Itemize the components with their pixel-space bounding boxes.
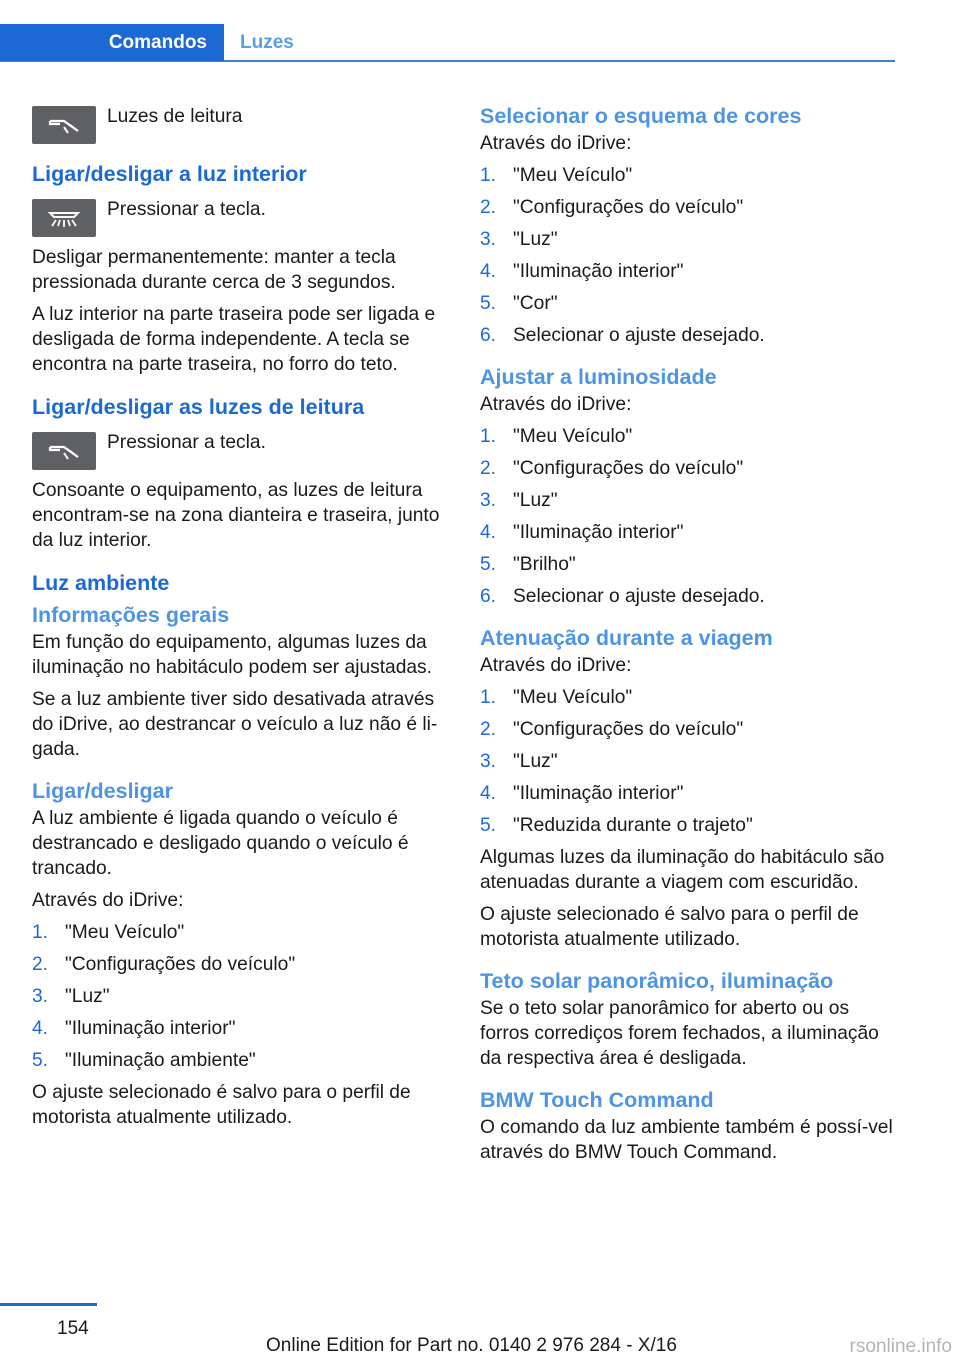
list-item: 4. "Iluminação interior" (480, 522, 684, 543)
paragraph-ambient-behavior: A luz ambiente é ligada quando o veículo é destrancado e desligado quando o veículo é trancado. (32, 808, 409, 879)
watermark-text: rsonline.info (849, 1336, 952, 1357)
page-header (0, 0, 895, 62)
list-item: 5. "Cor" (480, 293, 558, 314)
list-item: 1. "Meu Veículo" (32, 922, 185, 943)
reading-lights-instruction: Pressionar a tecla. (107, 432, 266, 453)
dimming-steps-list (480, 685, 898, 838)
interior-light-icon-row (32, 193, 450, 237)
left-column (32, 100, 450, 1137)
heading-reading-lights: Ligar/desligar as luzes de leitura (32, 395, 365, 419)
list-item: 1. "Meu Veículo" (480, 687, 633, 708)
paragraph-permanent-off: Desligar permanentemente: manter a tecla pressionada durante cerca de 3 segundos. (32, 247, 396, 293)
reading-light-button-icon (32, 106, 96, 144)
paragraph-touch-command: O comando da luz ambiente também é possí‐vel através do BMW Touch Command. (480, 1117, 893, 1163)
list-item: 6. Selecionar o ajuste desejado. (480, 325, 765, 346)
tab-luzes[interactable]: Luzes (240, 31, 294, 53)
list-item: 2. "Configurações do veículo" (480, 197, 744, 218)
list-item: 2. "Configurações do veículo" (32, 954, 296, 975)
paragraph-reading-location: Consoante o equipamento, as luzes de leitura encontram-se na zona dianteira e traseira, junto da luz interior. (32, 480, 440, 551)
paragraph-brightness-intro: Através do iDrive: (480, 394, 632, 415)
list-item: 5. "Brilho" (480, 554, 576, 575)
paragraph-via-idrive: Através do iDrive: (32, 890, 184, 911)
list-item: 2. "Configurações do veículo" (480, 719, 744, 740)
right-column (480, 100, 898, 1172)
heading-color-scheme: Selecionar o esquema de cores (480, 104, 802, 128)
interior-light-instruction: Pressionar a tecla. (107, 199, 266, 220)
heading-panoramic-roof: Teto solar panorâmico, iluminação (480, 969, 834, 993)
heading-dimming: Atenuação durante a viagem (480, 626, 773, 650)
edition-text: Online Edition for Part no. 0140 2 976 284 - X/16 (266, 1335, 677, 1356)
list-item: 4. "Iluminação interior" (480, 261, 684, 282)
footer-accent-bar (0, 1303, 97, 1306)
list-item: 4. "Iluminação interior" (480, 783, 684, 804)
list-item: 3. "Luz" (480, 751, 558, 772)
ambient-steps-list (32, 920, 450, 1073)
paragraph-profile-saved: O ajuste selecionado é salvo para o perfil de motorista atualmente utilizado. (32, 1082, 411, 1128)
list-item: 3. "Luz" (32, 986, 110, 1007)
reading-lights-button-icon (32, 432, 96, 470)
interior-light-button-icon (32, 199, 96, 237)
heading-ambient-light: Luz ambiente (32, 571, 170, 595)
list-item: 1. "Meu Veículo" (480, 165, 633, 186)
paragraph-panoramic-roof: Se o teto solar panorâmico for aberto ou os forros corrediços forem fechados, a iluminação da respectiva área é desligada. (480, 998, 879, 1069)
list-item: 1. "Meu Veículo" (480, 426, 633, 447)
reading-light-icon-row (32, 100, 450, 144)
color-steps-list (480, 163, 898, 348)
heading-interior-light: Ligar/desligar a luz interior (32, 162, 307, 186)
list-item: 3. "Luz" (480, 490, 558, 511)
heading-general-info: Informações gerais (32, 603, 230, 627)
page-number: 154 (57, 1318, 89, 1339)
list-item: 2. "Configurações do veículo" (480, 458, 744, 479)
paragraph-dimming-intro: Através do iDrive: (480, 655, 632, 676)
heading-touch-command: BMW Touch Command (480, 1088, 714, 1112)
list-item: 6. Selecionar o ajuste desejado. (480, 586, 765, 607)
paragraph-color-intro: Através do iDrive: (480, 133, 632, 154)
list-item: 5. "Iluminação ambiente" (32, 1050, 256, 1071)
list-item: 3. "Luz" (480, 229, 558, 250)
paragraph-dimming-desc: Algumas luzes da iluminação do habitáculo são atenuadas durante a viagem com escuridão. (480, 847, 885, 893)
paragraph-dimming-profile: O ajuste selecionado é salvo para o perfil de motorista atualmente utilizado. (480, 904, 859, 950)
heading-on-off: Ligar/desligar (32, 779, 173, 803)
list-item: 4. "Iluminação interior" (32, 1018, 236, 1039)
reading-light-label: Luzes de leitura (107, 106, 243, 127)
heading-brightness: Ajustar a luminosidade (480, 365, 717, 389)
paragraph-rear-interior: A luz interior na parte traseira pode ser ligada e desligada de forma independente. A tecla se encontra na parte traseira, no forro do teto. (32, 304, 436, 375)
list-item: 5. "Reduzida durante o trajeto" (480, 815, 753, 836)
tab-comandos[interactable]: Comandos (0, 24, 224, 61)
paragraph-adjustable: Em função do equipamento, algumas luzes da iluminação no habitáculo podem ser ajustadas. (32, 632, 432, 678)
paragraph-deactivated: Se a luz ambiente tiver sido desativada através do iDrive, ao destrancar o veículo a luz não é li‐gada. (32, 689, 438, 760)
brightness-steps-list (480, 424, 898, 609)
reading-lights-icon-row (32, 426, 450, 470)
